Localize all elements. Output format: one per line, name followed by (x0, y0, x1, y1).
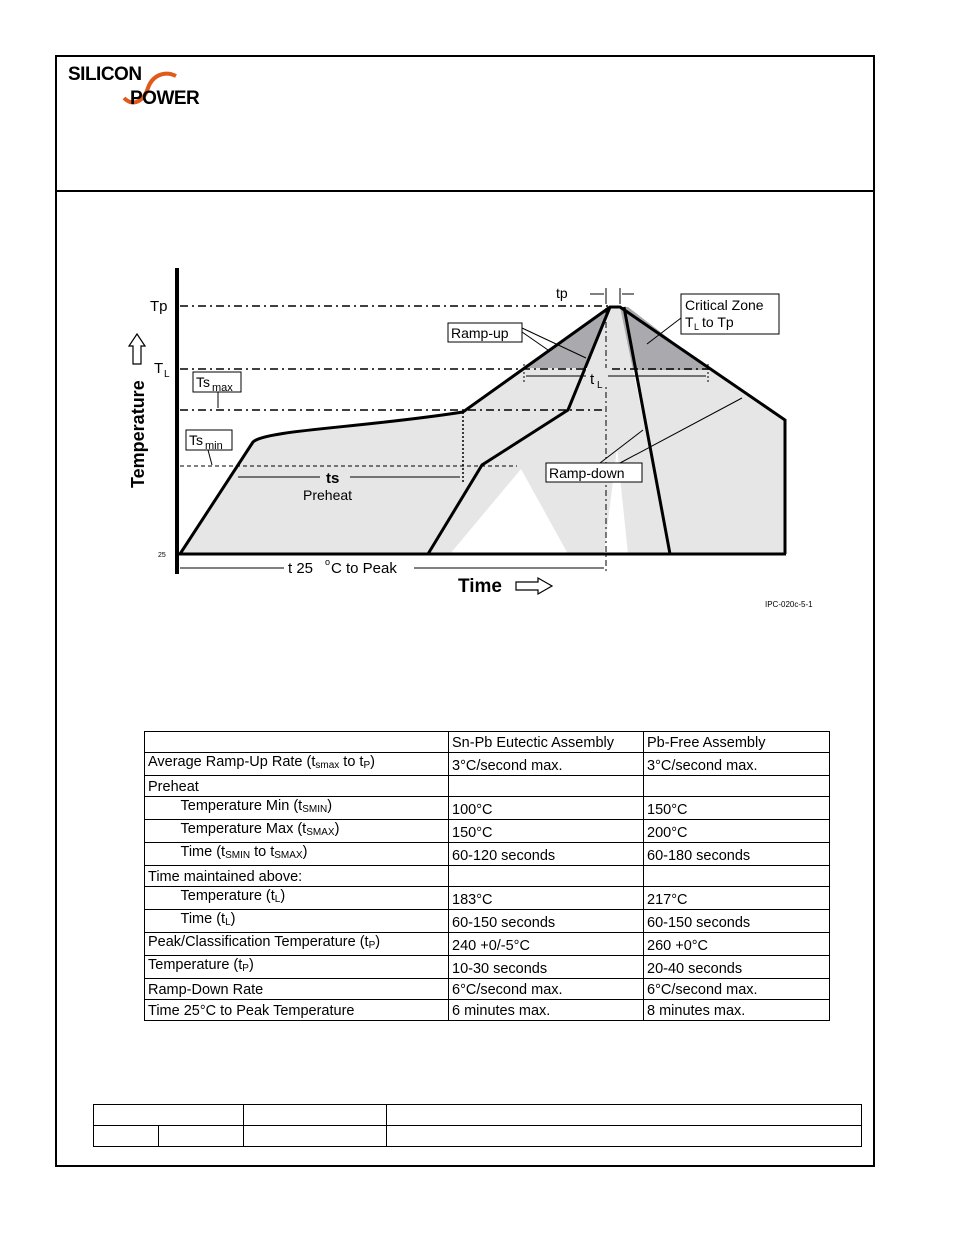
row-snpb-value: 3°C/second max. (449, 753, 644, 776)
table-row (145, 797, 830, 820)
table-row (145, 910, 830, 933)
table-row (145, 887, 830, 910)
critical-zone-label-2a: T (685, 314, 694, 330)
footer-cell (94, 1126, 159, 1147)
row-snpb-value: 150°C (449, 820, 644, 843)
table-row (145, 753, 830, 776)
preheat-label: Preheat (303, 487, 353, 503)
row-label: Time maintained above: (145, 866, 449, 887)
tsmin-pointer (208, 450, 212, 465)
row-pbfree-value: 6°C/second max. (644, 979, 830, 1000)
tsmin-sub: min (205, 440, 223, 452)
row-pbfree-value: 20-40 seconds (644, 956, 830, 979)
row-indent (145, 820, 178, 843)
t25-label-a: t 25 (288, 560, 314, 577)
row-label: Temperature $(t_L)$ (178, 887, 449, 910)
footer-cell (159, 1126, 244, 1147)
footer-cell (244, 1126, 387, 1147)
row-indent (145, 797, 178, 820)
row-pbfree-value: 150°C (644, 797, 830, 820)
table-row (145, 956, 830, 979)
profile-area-region-2 (180, 307, 785, 554)
footer-cell (387, 1126, 862, 1147)
table-row (145, 979, 830, 1000)
ramp-up-pointer-1 (522, 332, 548, 350)
footer-row (94, 1105, 862, 1126)
row-pbfree-value: 260 +0°C (644, 933, 830, 956)
row-snpb-value (449, 866, 644, 887)
row-snpb-value: 100°C (449, 797, 644, 820)
footer-table (93, 1104, 862, 1147)
footer-row (94, 1126, 862, 1147)
row-label: Ramp-Down Rate (145, 979, 449, 1000)
t25-label-c: C to Peak (331, 560, 397, 577)
row-snpb-value (449, 776, 644, 797)
ramp-down-label: Ramp-down (549, 465, 625, 481)
row-snpb-value: 183°C (449, 887, 644, 910)
row-label: Time ($t_{SMIN}$ to $t_{SMAX}$) (178, 843, 449, 866)
silicon-power-logo (68, 64, 248, 114)
footer-cell (387, 1105, 862, 1126)
x-axis-arrow-icon (516, 578, 552, 594)
tsmax-label: Ts (196, 374, 210, 390)
row-label: Time 25°C to Peak Temperature (145, 1000, 449, 1021)
row-label: Preheat (145, 776, 449, 797)
table-row (145, 866, 830, 887)
row-pbfree-value (644, 776, 830, 797)
logo-text-power: POWER (130, 88, 200, 109)
row-pbfree-value: 200°C (644, 820, 830, 843)
tl-span-sub: L (597, 380, 603, 391)
critical-zone-label-2c: to Tp (702, 314, 734, 330)
row-pbfree-value: 217°C (644, 887, 830, 910)
row-pbfree-value (644, 866, 830, 887)
row-snpb-value: 10-30 seconds (449, 956, 644, 979)
row-pbfree-value: 3°C/second max. (644, 753, 830, 776)
tl-level-sub: L (164, 369, 170, 380)
row-label: Temperature Max $(t_{SMAX})$ (178, 820, 449, 843)
table-row (145, 933, 830, 956)
table-header-row (145, 732, 830, 753)
tsmax-sub: max (212, 382, 233, 394)
logo-text-silicon: SILICON (68, 64, 142, 85)
reflow-profile-diagram (120, 260, 840, 620)
figure-id: IPC-020c-5-1 (765, 600, 813, 609)
row-snpb-value: 240 +0/-5°C (449, 933, 644, 956)
tp-level-label: Tp (150, 298, 168, 315)
row-pbfree-value: 60-180 seconds (644, 843, 830, 866)
row-snpb-value: 6°C/second max. (449, 979, 644, 1000)
tp-time-label: tp (556, 285, 568, 301)
table-header-cell: Pb-Free Assembly (644, 732, 830, 753)
reflow-profile-table (144, 731, 830, 1021)
table-row (145, 1000, 830, 1021)
row-label: Peak/Classification Temperature $(t_P)$ (145, 933, 449, 956)
row-pbfree-value: 60-150 seconds (644, 910, 830, 933)
y-axis-arrow-icon (129, 334, 145, 364)
row-indent (145, 887, 178, 910)
row-label: Temperature $(t_P)$ (145, 956, 449, 979)
row-label: Time $(t_L)$ (178, 910, 449, 933)
header-divider (55, 190, 875, 192)
row-pbfree-value: 8 minutes max. (644, 1000, 830, 1021)
table-row (145, 820, 830, 843)
footer-cell (244, 1105, 387, 1126)
critical-zone-label-1: Critical Zone (685, 297, 764, 313)
x-axis-label: Time (458, 576, 503, 597)
tl-level-label: T (154, 360, 164, 377)
row-label: Average Ramp-Up Rate ($t_{smax}$ to $t_P$) (145, 753, 449, 776)
row-snpb-value: 60-150 seconds (449, 910, 644, 933)
tl-span-label: t (590, 371, 595, 388)
row-label: Temperature Min $(t_{SMIN})$ (178, 797, 449, 820)
table-header-cell: Sn-Pb Eutectic Assembly (449, 732, 644, 753)
footer-cell (94, 1105, 244, 1126)
ts-label: ts (326, 470, 340, 487)
row-snpb-value: 60-120 seconds (449, 843, 644, 866)
table-row (145, 843, 830, 866)
tsmin-label: Ts (189, 432, 203, 448)
table-row (145, 776, 830, 797)
tick-25-label: 25 (158, 552, 166, 559)
t25-label-b: o (325, 557, 331, 567)
table-header-cell (145, 732, 449, 753)
row-indent (145, 843, 178, 866)
critical-zone-label-2b: L (694, 322, 700, 332)
ramp-up-label: Ramp-up (451, 325, 509, 341)
row-indent (145, 910, 178, 933)
row-snpb-value: 6 minutes max. (449, 1000, 644, 1021)
y-axis-label: Temperature (128, 380, 148, 488)
